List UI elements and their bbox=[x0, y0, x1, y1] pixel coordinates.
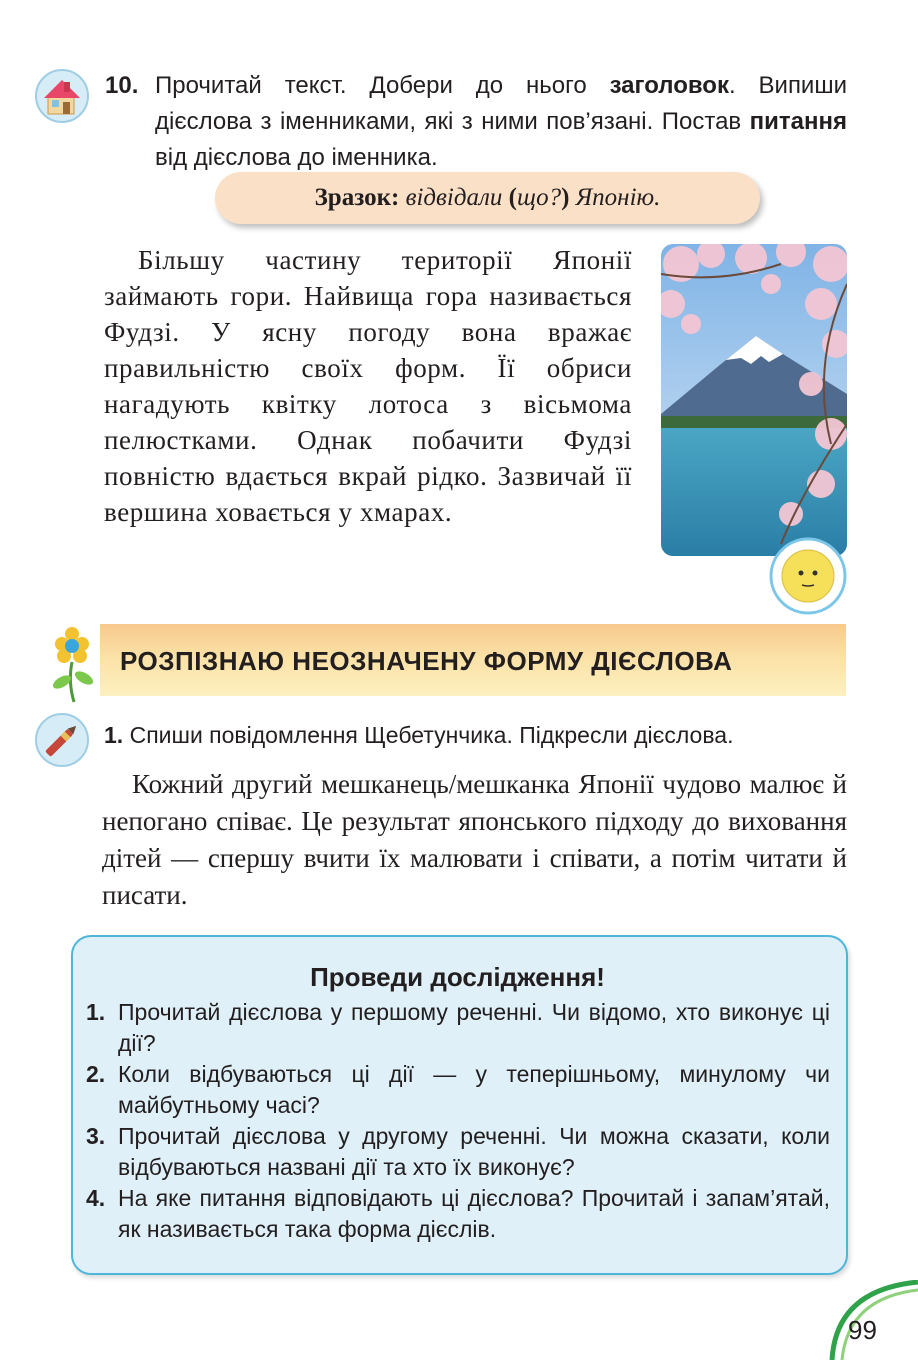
instruction-text: . Випиши дієслова з іменниками, які з ними пов’язані. Постав bbox=[155, 72, 847, 135]
pen-icon bbox=[34, 712, 90, 768]
research-item-text: Прочитай дієслова у другому реченні. Чи можна сказати, коли відбуваються названі дії та хто їх виконує? bbox=[118, 1123, 830, 1180]
reading-paragraph: Більшу частину території Японії займають гори. Найвища гора називається Фудзі. У ясну погоду вона вражає правильністю своїх форм. Її обриси нагадують квітку лотоса з вісьмома пелюстками. Однак побачити Фудзі повністю вдається вкрай рідко. Зазвичай її вершина ховається у хмарах. bbox=[104, 245, 632, 527]
flower-icon bbox=[44, 622, 104, 704]
sample-noun: Японію. bbox=[575, 184, 661, 211]
exercise-10 bbox=[105, 68, 847, 176]
message-paragraph: Кожний другий мешканець/мешканка Японії чудово малює й непогано співає. Це результат японського підходу до виховання дітей — спершу вчити їх малювати і співати, а потім читати й писати. bbox=[102, 769, 847, 910]
research-list bbox=[86, 997, 830, 1245]
instruction-text: Прочитай текст. Добери до нього bbox=[155, 72, 610, 99]
research-item bbox=[86, 1059, 830, 1121]
reading-text bbox=[104, 242, 632, 530]
instruction-text: від дієслова до іменника. bbox=[155, 144, 438, 171]
sample-verb: відвідали bbox=[405, 184, 503, 211]
research-item-text: На яке питання відповідають ці дієслова? Прочитай і запам’ятай, як називається така форма дієслів. bbox=[118, 1185, 830, 1242]
smiley-icon bbox=[769, 537, 847, 615]
research-item-number: 3. bbox=[86, 1123, 106, 1149]
research-item-text: Коли відбуваються ці дії — у теперішньому, минулому чи майбутньому часі? bbox=[118, 1061, 830, 1118]
exercise-instruction bbox=[155, 68, 847, 176]
message-text bbox=[102, 766, 847, 914]
house-icon bbox=[34, 68, 90, 124]
instruction-bold-question: питання bbox=[749, 108, 847, 135]
page-number: 99 bbox=[848, 1315, 877, 1345]
sample-label: Зразок: bbox=[314, 184, 400, 211]
research-item bbox=[86, 997, 830, 1059]
exercise-1 bbox=[104, 722, 734, 749]
research-item-number: 1. bbox=[86, 999, 106, 1025]
sample-box: Зразок: відвідали (що?) Японію. bbox=[215, 172, 760, 224]
exercise-instruction: Спиши повідомлення Щебетунчика. Підкресли дієслова. bbox=[129, 722, 734, 748]
sample-question: що? bbox=[516, 184, 562, 211]
research-item-number: 2. bbox=[86, 1061, 106, 1087]
mount-fuji-photo bbox=[661, 244, 847, 556]
research-item bbox=[86, 1183, 830, 1245]
research-item bbox=[86, 1121, 830, 1183]
instruction-bold-title: заголовок bbox=[609, 72, 729, 99]
research-item-number: 4. bbox=[86, 1185, 106, 1211]
section-title: РОЗПІЗНАЮ НЕОЗНАЧЕНУ ФОРМУ ДІЄСЛОВА bbox=[120, 646, 733, 676]
exercise-number: 10. bbox=[105, 72, 139, 99]
research-item-text: Прочитай дієслова у першому реченні. Чи відомо, хто виконує ці дії? bbox=[118, 999, 830, 1056]
research-title: Проведи дослідження! bbox=[310, 962, 605, 992]
exercise-number: 1. bbox=[104, 722, 124, 748]
